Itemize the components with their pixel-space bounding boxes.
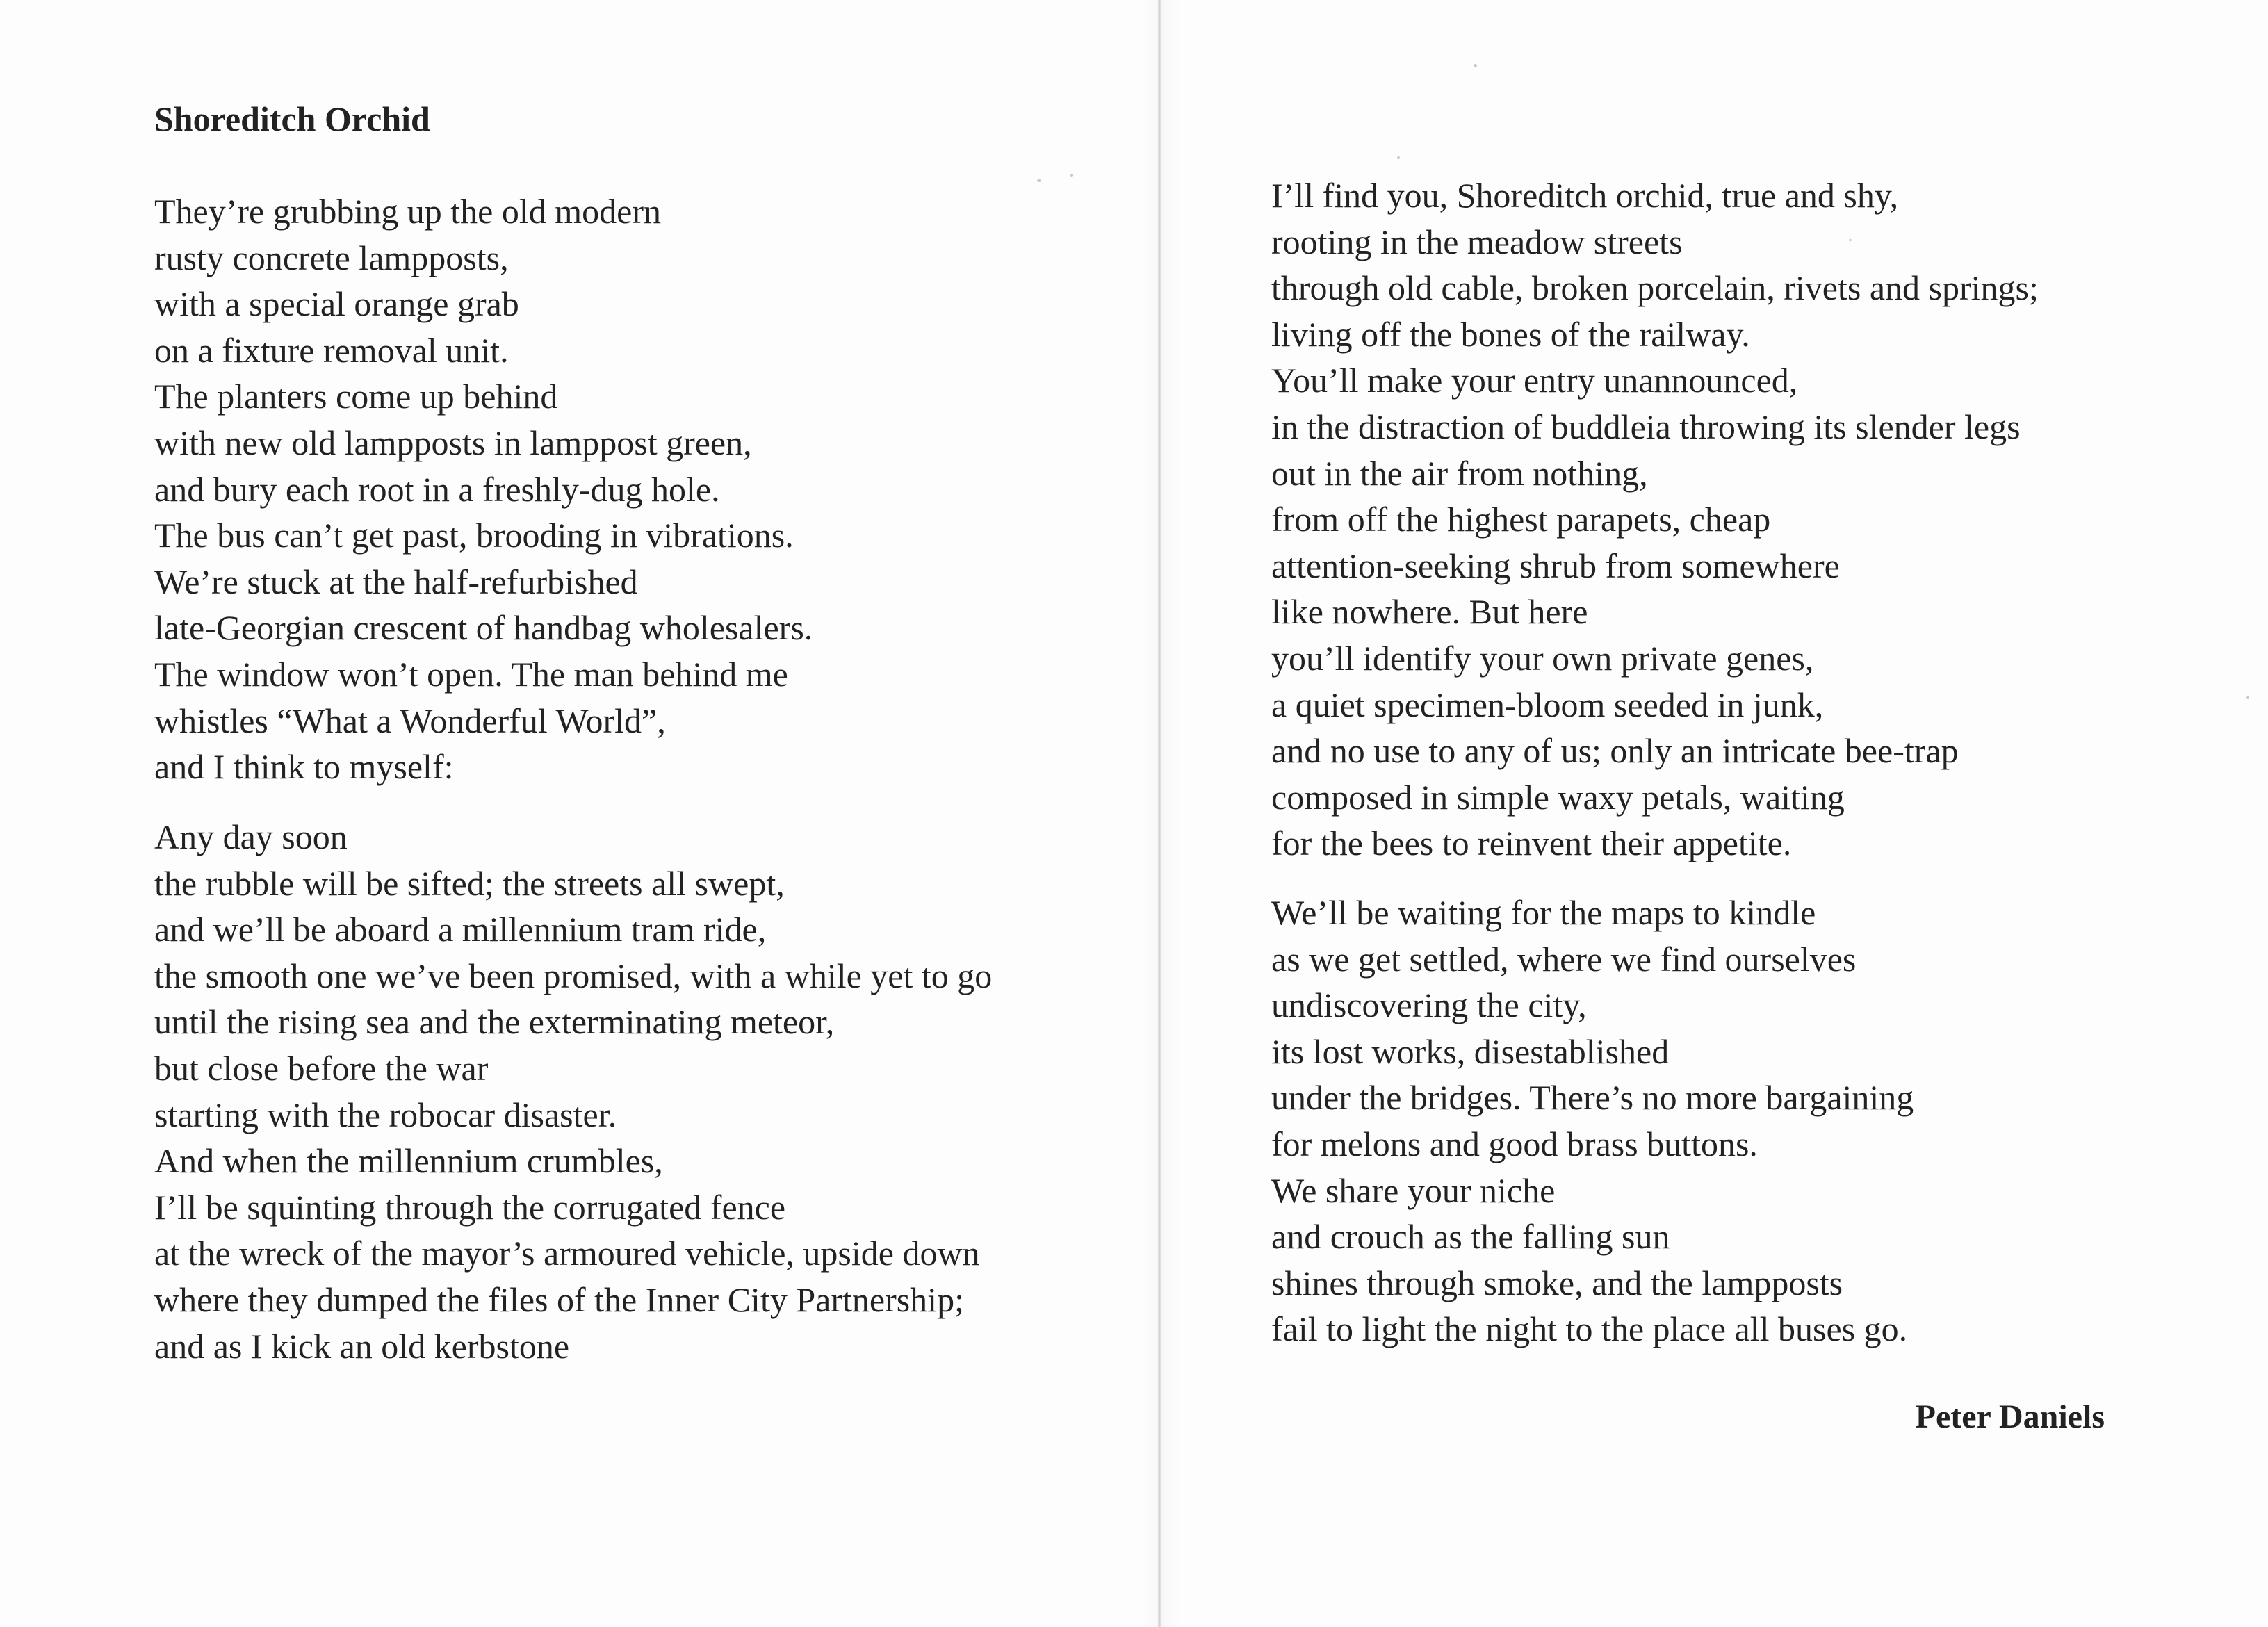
poem-line: living off the bones of the railway. [1271,314,1750,354]
poem-line: on a fixture removal unit. [154,330,509,370]
poem-line: with a special orange grab [154,284,519,324]
poem-line: undiscovering the city, [1271,986,1587,1025]
poem-line: attention-seeking shrub from somewhere [1271,546,1840,585]
poem-line: I’ll find you, Shoreditch orchid, true and shy, [1271,176,1899,215]
poem-line: rusty concrete lampposts, [154,238,509,277]
poem-line: starting with the robocar disaster. [154,1095,617,1134]
poem-line: whistles “What a Wonderful World”, [154,701,666,740]
poem-line: And when the millennium crumbles, [154,1141,663,1181]
poem-line: shines through smoke, and the lampposts [1271,1263,1843,1302]
poem-line: at the wreck of the mayor’s armoured vehicle, upside down [154,1234,980,1273]
poem-line: and crouch as the falling sun [1271,1217,1670,1257]
stanza-3 [1271,172,2039,867]
poem-line: you’ll identify your own private genes, [1271,638,1814,678]
poem-line: under the bridges. There’s no more bargaining [1271,1078,1914,1118]
poem-line: where they dumped the files of the Inner City Partnership; [154,1279,964,1319]
poem-line: a quiet specimen-bloom seeded in junk, [1271,685,1824,724]
poem-line: and I think to myself: [154,747,454,787]
poem-line: The bus can’t get past, brooding in vibrations. [154,516,794,555]
poem-line: out in the air from nothing, [1271,453,1648,493]
poem-line: rooting in the meadow streets [1271,222,1683,261]
poem-line: but close before the war [154,1048,489,1088]
poem-line: as we get settled, where we find ourselves [1271,939,1857,979]
poem-line: We’re stuck at the half-refurbished [154,562,638,601]
poem-line: for the bees to reinvent their appetite. [1271,824,1792,863]
poem-line: We share your niche [1271,1170,1556,1210]
poem-line: for melons and good brass buttons. [1271,1124,1758,1163]
author-name: Peter Daniels [1915,1398,2105,1435]
poem-line: from off the highest parapets, cheap [1271,500,1771,539]
poem-line: Any day soon [154,817,348,856]
poem-line: the smooth one we’ve been promised, with a while yet to go [154,956,993,995]
poem-line: the rubble will be sifted; the streets all swept, [154,863,785,903]
stanza-1 [154,188,813,790]
poem-line: its lost works, disestablished [1271,1031,1670,1071]
poem-line: We’ll be waiting for the maps to kindle [1271,893,1816,932]
poem-line: until the rising sea and the exterminating meteor, [154,1002,835,1042]
poem-line: and bury each root in a freshly-dug hole. [154,469,720,509]
poem-line: I’ll be squinting through the corrugated fence [154,1187,786,1227]
poem-line: late-Georgian crescent of handbag wholesalers. [154,608,813,648]
poem-line: and no use to any of us; only an intricate bee-trap [1271,731,1959,771]
poem-line: and we’ll be aboard a millennium tram ride, [154,910,767,949]
poem-line: The planters come up behind [154,377,558,416]
poem-line: The window won’t open. The man behind me [154,654,788,694]
poem-line: with new old lampposts in lamppost green, [154,423,752,462]
poem-line: through old cable, broken porcelain, rivets and springs; [1271,268,2039,308]
poem-line: You’ll make your entry unannounced, [1271,361,1798,400]
poem-line: They’re grubbing up the old modern [154,192,661,231]
poem-line: in the distraction of buddleia throwing its slender legs [1271,407,2021,446]
poem-line: like nowhere. But here [1271,592,1588,632]
stanza-4 [1271,890,1914,1352]
poem-line: fail to light the night to the place all buses go. [1271,1309,1908,1349]
stanza-2 [154,814,992,1369]
poem-title: Shoreditch Orchid [154,99,430,138]
poem-line: composed in simple waxy petals, waiting [1271,777,1845,817]
poem-line: and as I kick an old kerbstone [154,1326,570,1366]
